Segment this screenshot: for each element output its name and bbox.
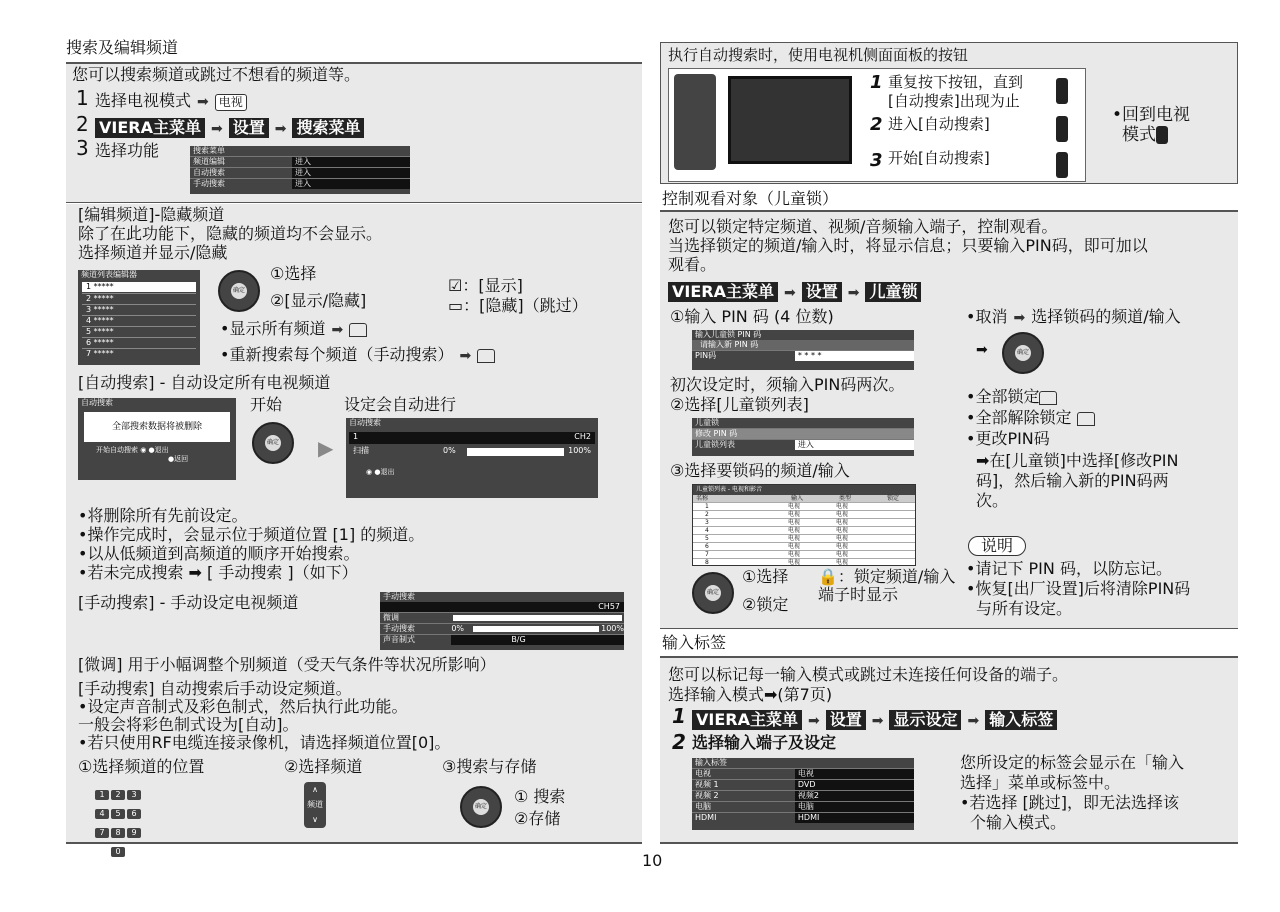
show-all-text: •显示所有频道 ➡	[220, 320, 367, 339]
child-lock-button[interactable]: 儿童锁	[865, 282, 921, 302]
remote-dpad-icon[interactable]: 确定	[1002, 332, 1044, 374]
input-nav	[692, 710, 1057, 730]
key-4[interactable]: 4	[95, 809, 109, 819]
change-pin-line1: ➡在[儿童锁]中选择[修改PIN	[976, 451, 1179, 470]
bullet-4: •若未完成搜索 ➡ [ 手动搜索 ]（如下）	[78, 563, 358, 582]
table-cell: 电视	[788, 503, 801, 510]
menu-row[interactable]: 手动搜索 0% 100%	[380, 623, 624, 634]
list-item[interactable]: 7 *****	[82, 348, 196, 359]
viera-menu-button[interactable]: VIERA主菜单	[692, 710, 802, 730]
back-option[interactable]: ●返回	[168, 455, 189, 463]
step2-num: 2	[76, 112, 89, 136]
tv-icon	[728, 76, 852, 164]
input-note3: •若选择 [跳过]，即无法选择该	[960, 793, 1180, 812]
screen-subtitle: 请输入新 PIN 码	[692, 340, 914, 350]
table-header: 名称 输入 类型 锁定	[693, 495, 915, 502]
input-note1: 您所设定的标签会显示在「输入	[960, 753, 1185, 772]
list-item[interactable]: 4 *****	[82, 315, 196, 326]
divider	[660, 628, 1238, 629]
bullet-2: •操作完成时，会显示位于频道位置 [1] 的频道。	[78, 525, 425, 544]
search-label: ① 搜索	[514, 787, 566, 806]
key-8[interactable]: 8	[111, 828, 125, 838]
table-cell: 电视	[788, 551, 801, 558]
display-settings-button[interactable]: 显示设定	[889, 710, 961, 730]
table-cell: 4	[705, 527, 709, 534]
p1-num: 1	[870, 72, 883, 93]
arrow-icon: ➡	[274, 121, 287, 137]
step3-text: 选择功能	[95, 141, 160, 160]
pin-entry-screen	[692, 330, 914, 370]
viera-menu-button[interactable]: VIERA主菜单	[95, 118, 205, 138]
hide-legend: ▭：[隐藏]（跳过）	[448, 296, 588, 315]
cancel-text: •取消 ➡ 选择锁码的频道/输入	[966, 307, 1181, 326]
empty-box-icon: ▭	[448, 296, 464, 315]
lock-line2: 当选择锁定的频道/输入时，将显示信息；只要输入PIN码，即可加以	[668, 236, 1148, 255]
p2-num: 2	[870, 114, 883, 135]
auto-search-title: [自动搜索] - 自动设定所有电视频道	[78, 373, 331, 392]
left-section-title: 搜索及编辑频道	[66, 38, 179, 57]
manual-line4: •若只使用RF电缆连接录像机，请选择频道位置[0]。	[78, 733, 451, 752]
bullet-3: •以从低频道到高频道的顺序开始搜索。	[78, 544, 360, 563]
back-to-tv-text-b: 模式	[1122, 126, 1168, 145]
table-row[interactable]	[693, 558, 915, 566]
screen-title: 搜索菜单	[193, 146, 225, 155]
side-button-icon[interactable]	[1056, 78, 1068, 104]
arrow-icon: ➡	[210, 121, 223, 137]
table-cell: 5	[705, 535, 709, 542]
side-button-icon[interactable]	[1056, 116, 1068, 142]
menu-row[interactable]: 电脑 电脑	[692, 801, 914, 812]
arrow-icon: ➡	[197, 94, 209, 110]
key-9[interactable]: 9	[127, 828, 141, 838]
arrow-icon: ➡	[807, 713, 820, 729]
table-row[interactable]	[693, 542, 915, 550]
menu-row[interactable]: 视频 2 视频2	[692, 790, 914, 801]
select-label: ①选择	[270, 264, 317, 283]
channel-row: 1 CH2	[349, 432, 595, 444]
table-cell: 电视	[836, 559, 849, 566]
key-6[interactable]: 6	[127, 809, 141, 819]
step3-num: 3	[76, 136, 89, 160]
channel-rocker-button[interactable]: ∧ 频道 ∨	[304, 782, 326, 828]
remote-dpad-icon[interactable]: 确定	[252, 422, 294, 464]
input-note4: 个输入模式。	[970, 813, 1067, 832]
choose-lock-step: ③选择要锁码的频道/输入	[670, 461, 850, 480]
table-cell: 电视	[836, 551, 849, 558]
p1-text: 重复按下按钮，直到	[888, 73, 1024, 91]
lock-icon: 🔒	[818, 567, 838, 586]
screen-title: 手动搜索	[383, 592, 415, 601]
show-legend: ☑：[显示]	[448, 276, 523, 295]
arrow-icon: ➡	[1013, 310, 1026, 326]
rescan-text: •重新搜索每个频道（手动搜索） ➡	[220, 346, 495, 365]
start-auto-search[interactable]: 开始自动搜索 ◉ ●退出	[96, 446, 169, 454]
number-keypad	[94, 782, 146, 858]
select-position-label: ①选择频道的位置	[78, 757, 205, 776]
table-cell: 1	[705, 503, 709, 510]
table-cell: 电视	[836, 511, 849, 518]
table-cell: 电视	[788, 543, 801, 550]
key-3[interactable]: 3	[127, 790, 141, 800]
fine-tune-text: [微调] 用于小幅调整个别频道（受天气条件等状况所影响）	[78, 655, 496, 674]
menu-row[interactable]: HDMI HDMI	[692, 812, 914, 823]
change-pin-line2: 码]，然后输入新的PIN码两	[976, 471, 1169, 490]
lock-nav	[668, 282, 921, 302]
intro-text: 您可以搜索频道或跳过不想看的频道等。	[72, 65, 361, 84]
note-badge: 说明	[968, 536, 1026, 556]
manual-search-title: [手动搜索] - 手动设定电视频道	[78, 593, 299, 612]
child-lock-title: 控制观看对象（儿童锁）	[662, 189, 839, 208]
auto-start-label: 开始	[250, 395, 283, 414]
pin-step: ①输入 PIN 码 (4 位数)	[670, 307, 834, 326]
arrow-right-icon: ▶	[318, 436, 334, 460]
menu-row[interactable]: 视频 1 DVD	[692, 779, 914, 790]
input-label-title: 输入标签	[662, 633, 727, 652]
remote-dpad-icon[interactable]: 确定	[692, 572, 734, 614]
settings-button[interactable]: 设置	[802, 282, 842, 302]
channel-list-screen	[78, 270, 200, 365]
input-line1: 您可以标记每一输入模式或跳过未连接任何设备的端子。	[668, 665, 1069, 684]
bullet-1: •将删除所有先前设定。	[78, 506, 248, 525]
settings-button[interactable]: 设置	[826, 710, 866, 730]
yellow-button-icon[interactable]	[349, 323, 367, 337]
lock-line3: 观看。	[668, 255, 717, 274]
key-5[interactable]: 5	[111, 809, 125, 819]
input-line2: 选择输入模式➡(第7页)	[668, 685, 833, 704]
menu-row[interactable]: 手动搜索 进入	[190, 178, 410, 189]
note-line2: •恢复[出厂设置]后将清除PIN码	[966, 579, 1191, 598]
show-hide-label: ②[显示/隐藏]	[270, 291, 367, 310]
divider	[66, 202, 642, 203]
edit-line1: 除了在此功能下，隐藏的频道均不会显示。	[78, 224, 383, 243]
arrow-icon: ➡	[847, 285, 860, 301]
pin-twice-text: 初次设定时，须输入PIN码两次。	[670, 375, 905, 394]
back-to-tv-text: •回到电视	[1112, 105, 1191, 125]
menu-row[interactable]: 自动搜索 进入	[190, 167, 410, 178]
select-label: ①选择	[742, 567, 789, 586]
input-note2: 选择」菜单或标签中。	[960, 773, 1121, 792]
tv-button[interactable]: 电视	[215, 94, 247, 111]
progress-bar	[467, 448, 564, 456]
channel-row: CH57	[380, 602, 624, 612]
table-cell: 电视	[788, 527, 801, 534]
screen-title: 儿童锁列表 - 电视和影音	[693, 485, 915, 495]
divider	[660, 842, 1238, 844]
step1-text	[95, 92, 247, 111]
note-line3: 与所有设定。	[976, 599, 1073, 618]
table-cell: 电视	[836, 543, 849, 550]
search-store-label: ③搜索与存储	[442, 757, 537, 776]
list-item[interactable]: 1 *****	[82, 282, 196, 292]
table-cell: 电视	[836, 519, 849, 526]
manual-line2: •设定声音制式及彩色制式，然后执行此功能。	[78, 697, 408, 716]
checked-box-icon: ☑	[448, 276, 463, 295]
list-item[interactable]: 5 *****	[82, 326, 196, 337]
exit-option[interactable]: ◉ ●退出	[366, 468, 395, 476]
table-row[interactable]	[693, 510, 915, 518]
table-row[interactable]	[693, 518, 915, 526]
step2-nav	[95, 118, 364, 138]
chevron-down-icon: ∨	[312, 815, 318, 824]
table-cell: 6	[705, 543, 709, 550]
menu-row[interactable]: 声音制式 B/G	[380, 634, 624, 645]
in-step1-num: 1	[672, 704, 686, 728]
arrow-icon: ➡	[331, 322, 344, 338]
settings-button[interactable]: 设置	[229, 118, 269, 138]
in-step2-text: 选择输入端子及设定	[692, 733, 837, 752]
remote-dpad-icon[interactable]: 确定	[460, 786, 502, 828]
table-cell: 电视	[836, 503, 849, 510]
table-row[interactable]	[693, 502, 915, 510]
manual-line3: 一般会将彩色制式设为[自动]。	[78, 715, 299, 734]
table-cell: 电视	[788, 535, 801, 542]
arrow-icon: ➡	[976, 342, 988, 358]
p3-num: 3	[870, 150, 883, 171]
divider	[66, 842, 642, 844]
list-item[interactable]: 3 *****	[82, 304, 196, 315]
search-menu-button[interactable]: 搜索菜单	[292, 118, 364, 138]
change-pin-text: •更改PIN码	[966, 429, 1050, 448]
key-7[interactable]: 7	[95, 828, 109, 838]
warning-message: 全部搜索数据将被删除	[84, 412, 230, 442]
table-cell: 电视	[836, 535, 849, 542]
key-1[interactable]: 1	[95, 790, 109, 800]
screen-title: 频道列表编辑器	[81, 270, 137, 279]
auto-process-label: 设定会自动进行	[344, 395, 457, 414]
lock-note: 🔒：锁定频道/输入端子时显示	[818, 567, 956, 604]
viera-menu-button[interactable]: VIERA主菜单	[668, 282, 778, 302]
child-lock-screen	[692, 418, 914, 456]
menu-row[interactable]: 修改 PIN 码	[692, 428, 914, 439]
auto-progress-screen	[346, 418, 598, 498]
side-panel-title: 执行自动搜索时，使用电视机侧面面板的按钮	[668, 46, 969, 64]
table-cell: 电视	[788, 519, 801, 526]
screen-title: 输入儿童锁 PIN 码	[695, 330, 762, 339]
menu-row[interactable]: 儿童锁列表 进入	[692, 439, 914, 450]
table-cell: 3	[705, 519, 709, 526]
table-cell: 8	[705, 559, 709, 566]
manual-line1: [手动搜索] 自动搜索后手动设定频道。	[78, 679, 352, 698]
p3-text: 开始[自动搜索]	[888, 149, 990, 167]
input-label-screen	[692, 758, 914, 830]
screen-title: 儿童锁	[695, 418, 719, 427]
step1-label: 选择电视模式	[95, 91, 192, 110]
side-button-icon[interactable]	[1056, 152, 1068, 178]
step1-num: 1	[76, 86, 89, 110]
side-button-icon[interactable]	[1156, 126, 1168, 144]
list-item[interactable]: 6 *****	[82, 337, 196, 348]
table-body	[693, 502, 915, 566]
table-cell: 电视	[836, 527, 849, 534]
list-item[interactable]: 2 *****	[82, 293, 196, 304]
store-label: ②存储	[514, 809, 561, 828]
chevron-up-icon: ∧	[312, 785, 318, 794]
lock-list-table	[692, 484, 916, 566]
change-pin-line3: 次。	[976, 491, 1009, 510]
edit-title: [编辑频道]-隐藏频道	[78, 205, 225, 224]
menu-row[interactable]: 电视 电视	[692, 768, 914, 779]
table-cell: 电视	[788, 559, 801, 566]
search-menu-screen	[190, 146, 410, 194]
menu-row[interactable]: 频道编辑 进入	[190, 156, 410, 167]
pin-row[interactable]: PIN码 * * * *	[692, 350, 914, 361]
p2-text: 进入[自动搜索]	[888, 115, 990, 133]
unlock-all-text: •全部解除锁定	[966, 409, 1095, 427]
arrow-icon: ➡	[967, 713, 980, 729]
green-button-icon[interactable]	[1039, 391, 1057, 405]
channel-rows	[82, 282, 196, 359]
lock-label: ②锁定	[742, 595, 789, 614]
remote-dpad-icon[interactable]: 确定	[218, 270, 260, 312]
in-step2-num: 2	[672, 730, 686, 754]
table-cell: 2	[705, 511, 709, 518]
screen-title: 自动搜索	[81, 398, 113, 407]
table-cell: 电视	[788, 511, 801, 518]
side-buttons-icon	[674, 74, 716, 170]
lock-all-text: •全部锁定	[966, 388, 1057, 406]
screen-title: 自动搜索	[349, 418, 381, 427]
page-number: 10	[642, 851, 663, 870]
note-line1: •请记下 PIN 码，以防忘记。	[966, 559, 1172, 578]
input-labels-button[interactable]: 输入标签	[985, 710, 1057, 730]
red-button-icon[interactable]	[477, 349, 495, 363]
screen-title: 输入标签	[695, 758, 727, 767]
pin-list-step: ②选择[儿童锁列表]	[670, 395, 809, 414]
table-row[interactable]	[693, 534, 915, 542]
edit-line2: 选择频道并显示/隐藏	[78, 243, 228, 262]
scan-row: 扫描 0% 100%	[353, 446, 591, 455]
manual-search-screen	[380, 592, 624, 650]
key-2[interactable]: 2	[111, 790, 125, 800]
yellow-button-icon[interactable]	[1077, 412, 1095, 426]
table-row[interactable]	[693, 526, 915, 534]
p1-text-b: [自动搜索]出现为止	[888, 92, 1020, 110]
auto-search-screen	[78, 398, 236, 480]
select-channel-label: ②选择频道	[284, 757, 363, 776]
arrow-icon: ➡	[459, 348, 472, 364]
table-cell: 7	[705, 551, 709, 558]
table-row[interactable]	[693, 550, 915, 558]
arrow-icon: ➡	[783, 285, 796, 301]
arrow-icon: ➡	[871, 713, 884, 729]
menu-row[interactable]: 微调	[380, 612, 624, 623]
key-0[interactable]: 0	[111, 847, 125, 857]
lock-line1: 您可以锁定特定频道、视频/音频输入端子，控制观看。	[668, 217, 1058, 236]
